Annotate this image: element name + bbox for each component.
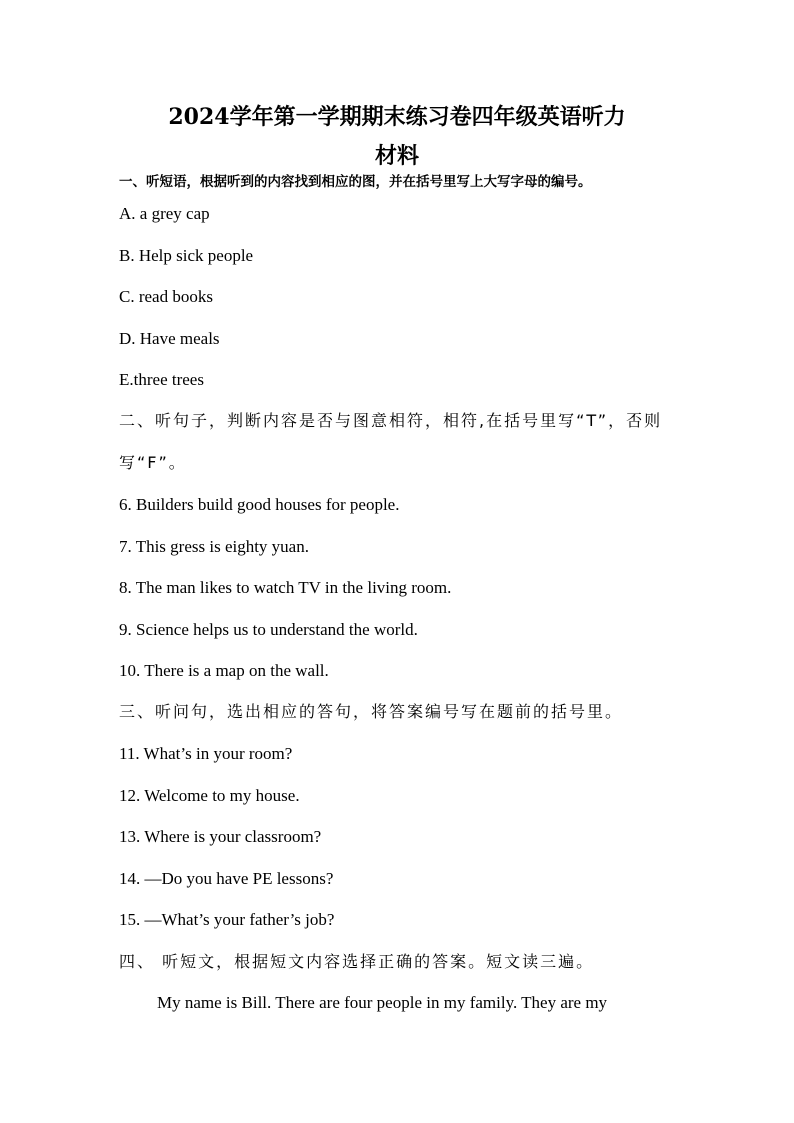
- list-item: 6. Builders build good houses for people.: [119, 495, 400, 514]
- section-3-heading: 三、听问句，选出相应的答句，将答案编号写在题前的括号里。: [119, 702, 624, 721]
- list-item: D. Have meals: [119, 329, 220, 348]
- list-item: 13. Where is your classroom?: [119, 827, 322, 846]
- list-item: 8. The man likes to watch TV in the living room.: [119, 578, 452, 597]
- list-item: C. read books: [119, 287, 213, 306]
- list-item: 10. There is a map on the wall.: [119, 661, 329, 680]
- list-item: 15. —What’s your father’s job?: [119, 910, 335, 929]
- passage-text: My name is Bill. There are four people in my family. They are my: [157, 993, 608, 1012]
- section-1-heading: 一、听短语，根据听到的内容找到相应的图，并在括号里写上大写字母的编号。: [119, 174, 592, 190]
- list-item: 12. Welcome to my house.: [119, 786, 300, 805]
- list-item: A. a grey cap: [119, 204, 210, 223]
- list-item: B. Help sick people: [119, 246, 254, 265]
- page-title-continued: 材料: [374, 143, 419, 169]
- list-item: 11. What’s in your room?: [119, 744, 293, 763]
- list-item: E.three trees: [119, 370, 204, 389]
- page-title: 2024学年第一学期期末练习卷四年级英语听力: [168, 104, 626, 130]
- section-2-heading: 二、听句子，判断内容是否与图意相符，相符,在括号里写“T”，否则: [119, 411, 663, 430]
- section-4-heading: 四、 听短文，根据短文内容选择正确的答案。短文读三遍。: [119, 952, 595, 971]
- section-2-heading-continued: 写“F”。: [119, 453, 187, 472]
- list-item: 7. This gress is eighty yuan.: [119, 537, 309, 556]
- list-item: 9. Science helps us to understand the world.: [119, 620, 418, 639]
- list-item: 14. —Do you have PE lessons?: [119, 869, 334, 888]
